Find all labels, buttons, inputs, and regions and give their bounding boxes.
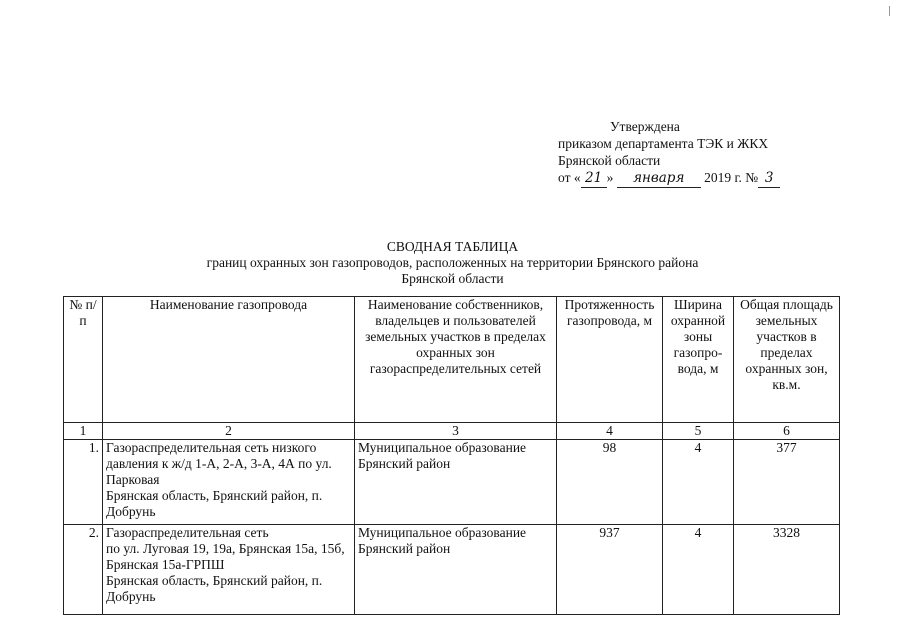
zone-width: 4 [663,525,734,615]
handwritten-day: 21 [581,170,607,188]
title-subtitle: границ охранных зон газопроводов, расположенных на территории Брянского района [206,255,699,270]
handwritten-month: января [617,170,701,188]
approval-block [558,118,780,188]
summary-table [63,296,840,615]
column-number: 1 [64,423,103,440]
header-length: Протяженность газопровода, м [557,297,663,423]
title-main: СВОДНАЯ ТАБЛИЦА [386,239,519,254]
zone-area: 3328 [734,525,840,615]
year-text: 2019 г. № [704,170,759,185]
owner-name: Муниципальное образование Брянский район [355,525,557,615]
column-number: 6 [734,423,840,440]
pipeline-length: 937 [557,525,663,615]
approval-heading: Утверждена [610,119,680,134]
header-owners: Наименование собственников, владельцев и пользователей земельных участков в пределах охранных зон газораспределительных сетей [355,297,557,423]
approval-order-line: приказом департамента ТЭК и ЖКХ [558,136,769,151]
row-number: 2. [64,525,103,615]
pipeline-length: 98 [557,440,663,525]
approval-date-line [558,169,780,188]
table-header-row [64,297,840,423]
pipeline-name: Газораспределительная сеть низкого давления к ж/д 1-А, 2-А, 3-А, 4А по ул. Парковая Брянская область, Брянский район, п. Добрунь [103,440,355,525]
column-number-row [64,423,840,440]
date-mid: » [606,170,614,185]
column-number: 3 [355,423,557,440]
zone-width: 4 [663,440,734,525]
column-number: 5 [663,423,734,440]
owner-name: Муниципальное образование Брянский район [355,440,557,525]
date-prefix: от « [558,170,581,185]
column-number: 2 [103,423,355,440]
handwritten-order-number: 3 [758,170,780,188]
header-pipeline-name: Наименование газопровода [103,297,355,423]
header-num: № п/п [64,297,103,423]
pipeline-name: Газораспределительная сеть по ул. Луговая 19, 19а, Брянская 15а, 15б, Брянская 15а-ГРПШ Брянская область, Брянский район, п. Добрунь [103,525,355,615]
title-region: Брянской области [401,271,504,286]
table-row [64,440,840,525]
zone-area: 377 [734,440,840,525]
header-total-area: Общая площадь земельных участков в пределах охранных зон, кв.м. [734,297,840,423]
column-number: 4 [557,423,663,440]
document-title [0,239,905,287]
scan-edge-mark [889,6,890,16]
header-zone-width: Ширина охранной зоны газопро-вода, м [663,297,734,423]
table-row [64,525,840,615]
approval-region-line: Брянской области [558,153,661,168]
row-number: 1. [64,440,103,525]
